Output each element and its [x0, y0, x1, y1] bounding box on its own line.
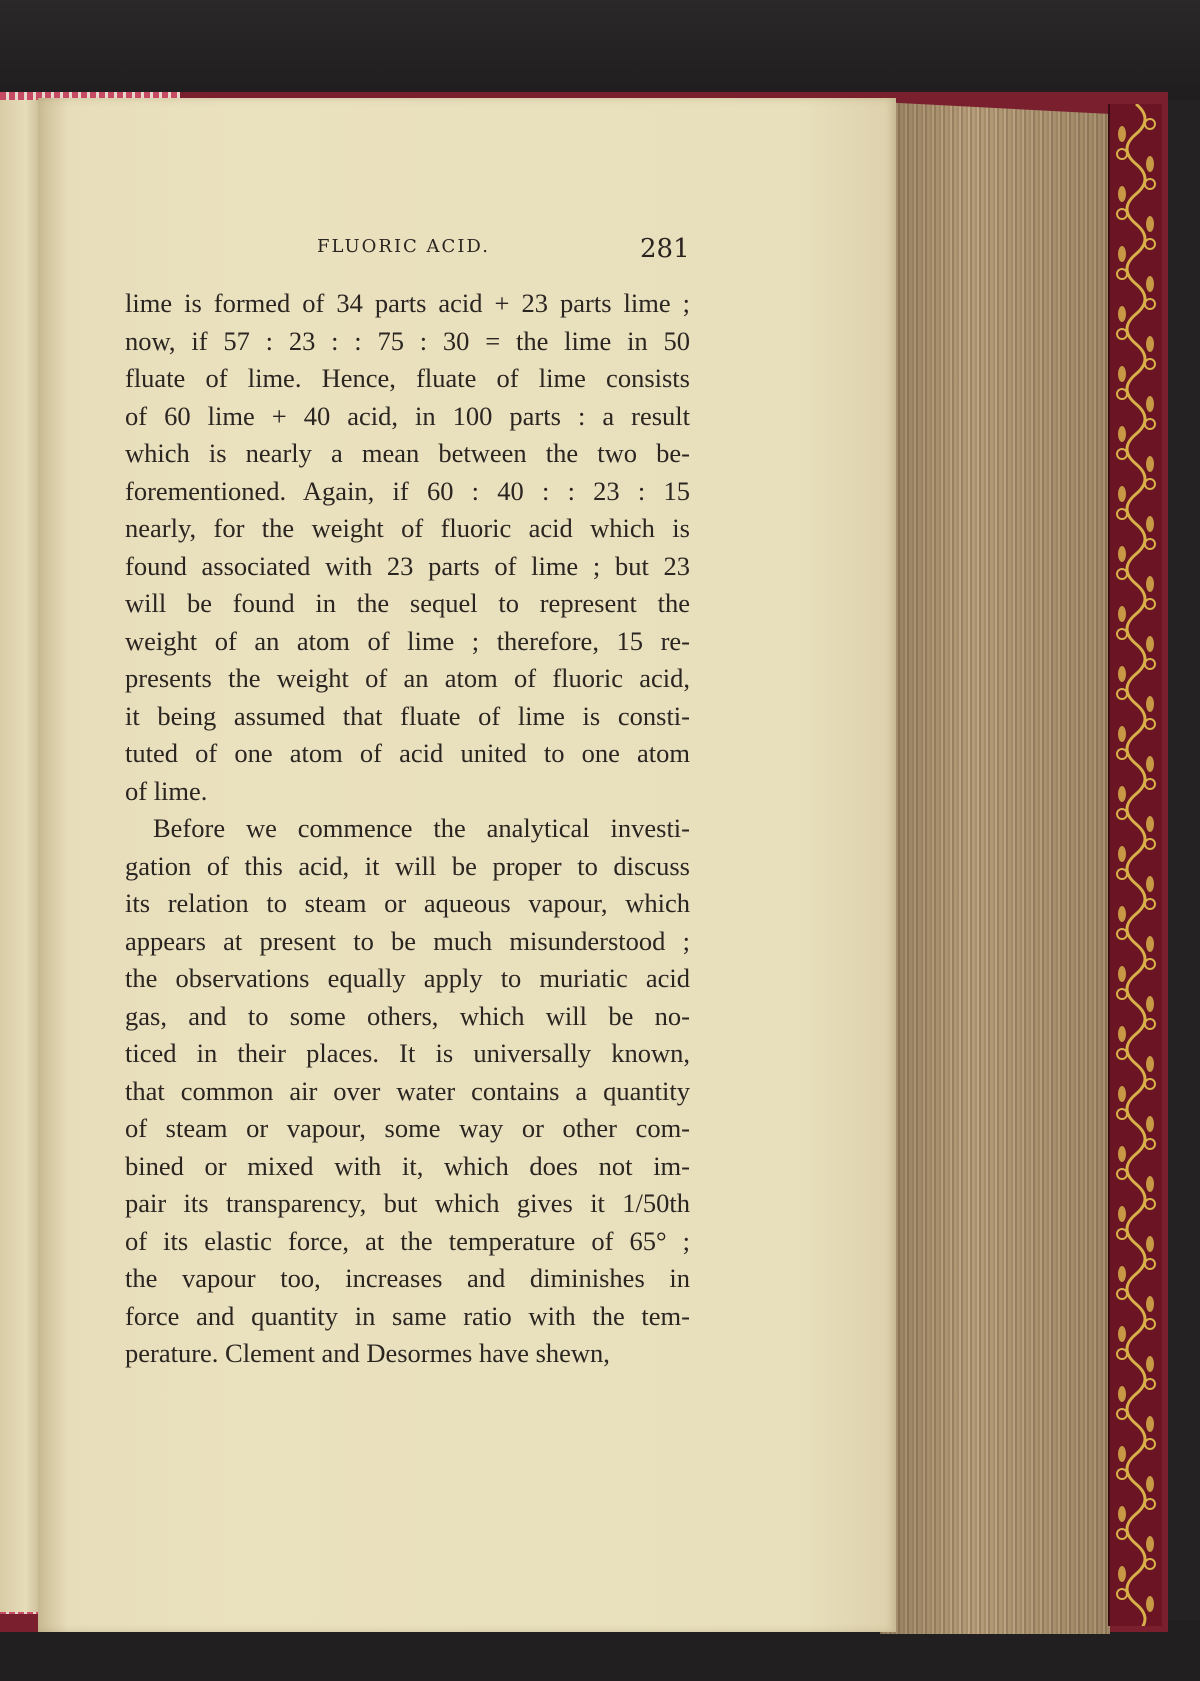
text-line: which is nearly a mean between the two be- [125, 438, 690, 468]
text-line: of lime. [125, 775, 208, 806]
text-line: its relation to steam or aqueous vapour, which [125, 888, 690, 918]
text-line: Before we commence the analytical investi- [153, 813, 690, 843]
gilt-vine-ornament [1110, 104, 1162, 1626]
text-line: tuted of one atom of acid united to one atom [125, 738, 690, 768]
dark-backdrop-top [0, 0, 1200, 100]
text-line: of steam or vapour, some way or other com- [125, 1113, 690, 1143]
paragraph [125, 285, 690, 810]
text-line: fluate of lime. Hence, fluate of lime consists [125, 363, 690, 393]
gilt-decorated-fore-edge [1108, 104, 1162, 1626]
page-block-edges [880, 102, 1110, 1634]
text-line: that common air over water contains a quantity [125, 1075, 690, 1106]
text-line: found associated with 23 parts of lime ; but 23 [125, 550, 690, 581]
text-line: it being assumed that fluate of lime is consti- [125, 700, 690, 731]
text-line: of its elastic force, at the temperature of 65° ; [125, 1225, 690, 1256]
text-line: the vapour too, increases and diminishes in [125, 1263, 690, 1293]
text-line: weight of an atom of lime ; therefore, 15 re- [125, 625, 690, 656]
text-line: now, if 57 : 23 : : 75 : 30 = the lime in 50 [125, 325, 690, 356]
text-line: gation of this acid, it will be proper to discuss [125, 850, 690, 881]
text-line: of 60 lime + 40 acid, in 100 parts : a result [125, 400, 690, 431]
text-line: ticed in their places. It is universally known, [125, 1038, 690, 1068]
page-number: 281 [640, 234, 690, 264]
text-line: presents the weight of an atom of fluoric acid, [125, 663, 690, 693]
body-text [125, 285, 690, 1373]
running-head: FLUORIC ACID. [317, 236, 490, 257]
paragraph [125, 810, 690, 1373]
text-line: the observations equally apply to muriatic acid [125, 963, 690, 993]
text-line: will be found in the sequel to represent the [125, 588, 690, 618]
text-line: lime is formed of 34 parts acid + 23 parts lime ; [125, 288, 690, 318]
text-line: force and quantity in same ratio with the tem- [125, 1300, 690, 1331]
text-line: pair its transparency, but which gives it 1/50th [125, 1188, 690, 1218]
text-line: perature. Clement and Desormes have shewn, [125, 1338, 610, 1368]
text-line: nearly, for the weight of fluoric acid which is [125, 513, 690, 543]
text-line: forementioned. Again, if 60 : 40 : : 23 : 15 [125, 475, 690, 506]
text-line: appears at present to be much misunderstood ; [125, 925, 690, 956]
text-line: bined or mixed with it, which does not im- [125, 1150, 690, 1181]
text-line: gas, and to some others, which will be no- [125, 1000, 690, 1031]
